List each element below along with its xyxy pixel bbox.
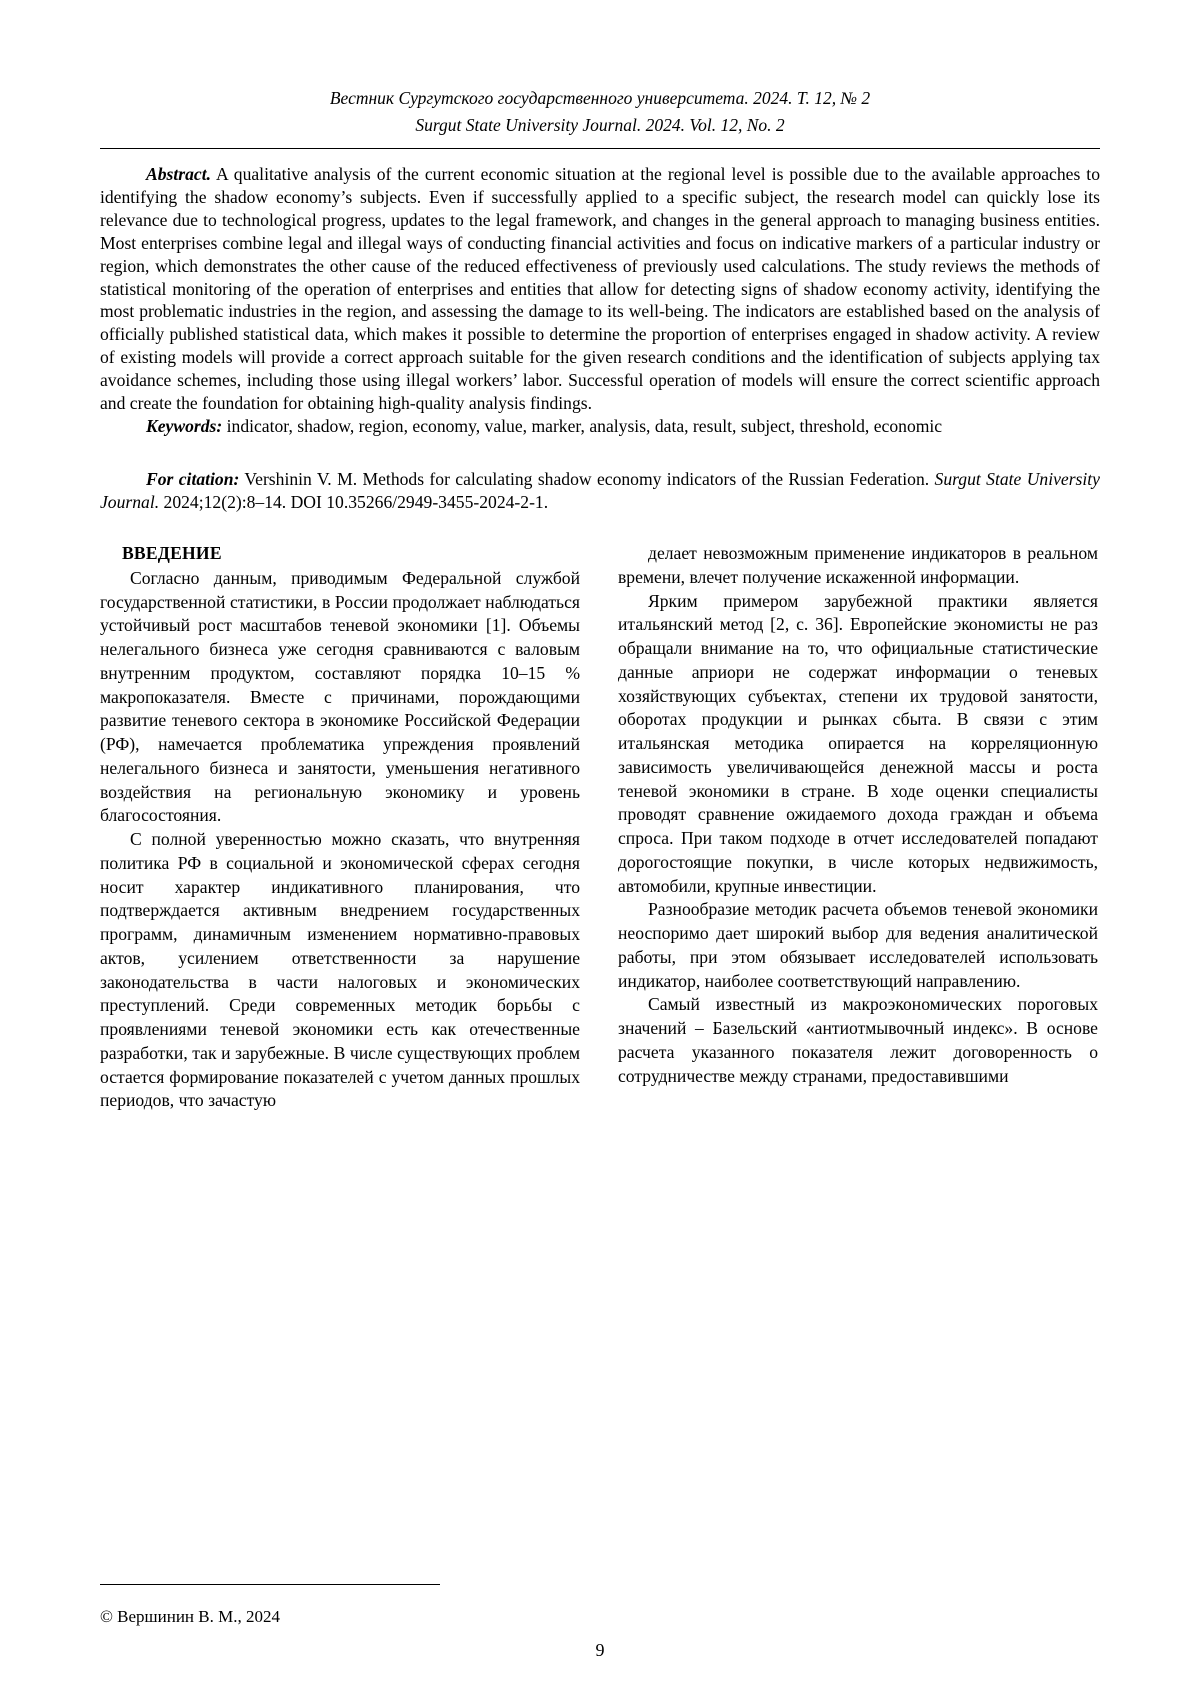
abstract-text: A qualitative analysis of the current economic situation at the regional level is possible due to the available approaches to identifying the shadow economy’s subjects. Even if successfully applied to a specific subject, the research model can quickly lose its relevance due to technological progress, updates to the legal framework, and changes in the general approach to managing business entities. Most enterprises combine legal and illegal ways of conducting financial activities and focus on indicative markers of a particular industry or region, which demonstrates the other cause of the reduced effectiveness of previously used calculations. The study reviews the methods of statistical monitoring of the operation of enterprises and entities that allow for detecting signs of shadow economy activity, identifying the most problematic industries in the region, and assessing the damage to its well-being. The indicators are established based on the analysis of officially published statistical data, which makes it possible to determine the proportion of enterprises engaged in shadow activity. A review of existing models will provide a correct approach suitable for the given research conditions and the identification of subjects applying tax avoidance schemes, including those using illegal workers’ labor. Successful operation of models will ensure the correct scientific approach and create the foundation for obtaining high-quality analysis findings. [100,163,1100,414]
citation-paragraph [100,468,1100,514]
keywords-paragraph [100,415,1100,438]
paragraph: Ярким примером зарубежной практики является итальянский метод [2, с. 36]. Европейские экономисты не раз обращали внимание на то, что официальные статистические данные априори не содержат информации о теневых хозяйствующих субъектах, степени их трудовой занятости, оборотах продукции и рынках сбыта. В связи с этим итальянская методика опирается на корреляционную зависимость увеличивающейся денежной массы и роста теневой экономики в стране. В ходе оценки специалисты проводят сравнение ожидаемого дохода граждан и объема спроса. При таком подходе в отчет исследователей попадают дорогостоящие покупки, в числе которых недвижимость, автомобили, крупные инвестиции. [618,590,1098,896]
paragraph: делает невозможным применение индикаторов в реальном времени, влечет получение искаженной информации. [618,543,1098,587]
keywords-text: indicator, shadow, region, economy, value, marker, analysis, data, result, subject, threshold, economic [222,416,943,437]
keywords-label: Keywords: [146,416,223,437]
header-divider [100,148,1100,149]
copyright-notice: © Вершинин В. М., 2024 [100,1607,280,1626]
citation-text-before: Vershinin V. M. Methods for calculating shadow economy indicators of the Russian Federation. [239,469,935,490]
header-journal-en: Surgut State University Journal. 2024. Vol. 12, No. 2 [415,115,785,136]
right-column [618,542,1098,1113]
header-journal-ru: Вестник Сургутского государственного университета. 2024. Т. 12, № 2 [329,88,871,108]
left-column [100,542,580,1113]
footer-divider [100,1584,440,1585]
paragraph: С полной уверенностью можно сказать, что внутренняя политика РФ в социальной и экономической сферах сегодня носит характер индикативного планирования, что подтверждается активным внедрением государственных программ, динамичным изменением нормативно-правовых актов, усилением ответственности за нарушение законодательства в части налоговых и экономических преступлений. Среди современных методик борьбы с проявлениями теневой экономики есть как отечественные разработки, так и зарубежные. В числе существующих проблем остается формирование показателей с учетом данных прошлых периодов, что зачастую [100,829,580,1111]
page-number: 9 [595,1640,605,1660]
section-heading-introduction: ВВЕДЕНИЕ [122,543,222,564]
citation-text-after: 2024;12(2):8–14. DOI 10.35266/2949-3455-2024-2-1. [159,492,549,513]
citation-journal: Surgut State University Journal. [100,469,1100,513]
paragraph: Разнообразие методик расчета объемов теневой экономики неоспоримо дает широкий выбор для ведения аналитической работы, при этом обязывает исследователей использовать индикатор, наиболее соответствующий направлению. [618,899,1098,991]
paragraph: Самый известный из макроэкономических пороговых значений – Базельский «антиотмывочный индекс». В основе расчета указанного показателя лежит договоренность о сотрудничестве между странами, предоставившими [618,994,1098,1086]
body-columns [100,542,1100,1113]
citation-label: For citation: [146,469,240,490]
page-header [100,86,1100,139]
paragraph: Согласно данным, приводимым Федеральной службой государственной статистики, в России продолжает наблюдаться устойчивый рост масштабов теневой экономики [1]. Объемы нелегального бизнеса уже сегодня сравниваются с валовым внутренним продуктом, составляют порядка 10–15 % макропоказателя. Вместе с причинами, порождающими развитие теневого сектора в экономике Российской Федерации (РФ), намечается проблематика упреждения проявлений нелегального бизнеса и занятости, уменьшения негативного воздействия на региональную экономику и уровень благосостояния. [100,567,580,826]
abstract-label: Abstract. [146,163,212,184]
abstract-paragraph [100,163,1100,415]
